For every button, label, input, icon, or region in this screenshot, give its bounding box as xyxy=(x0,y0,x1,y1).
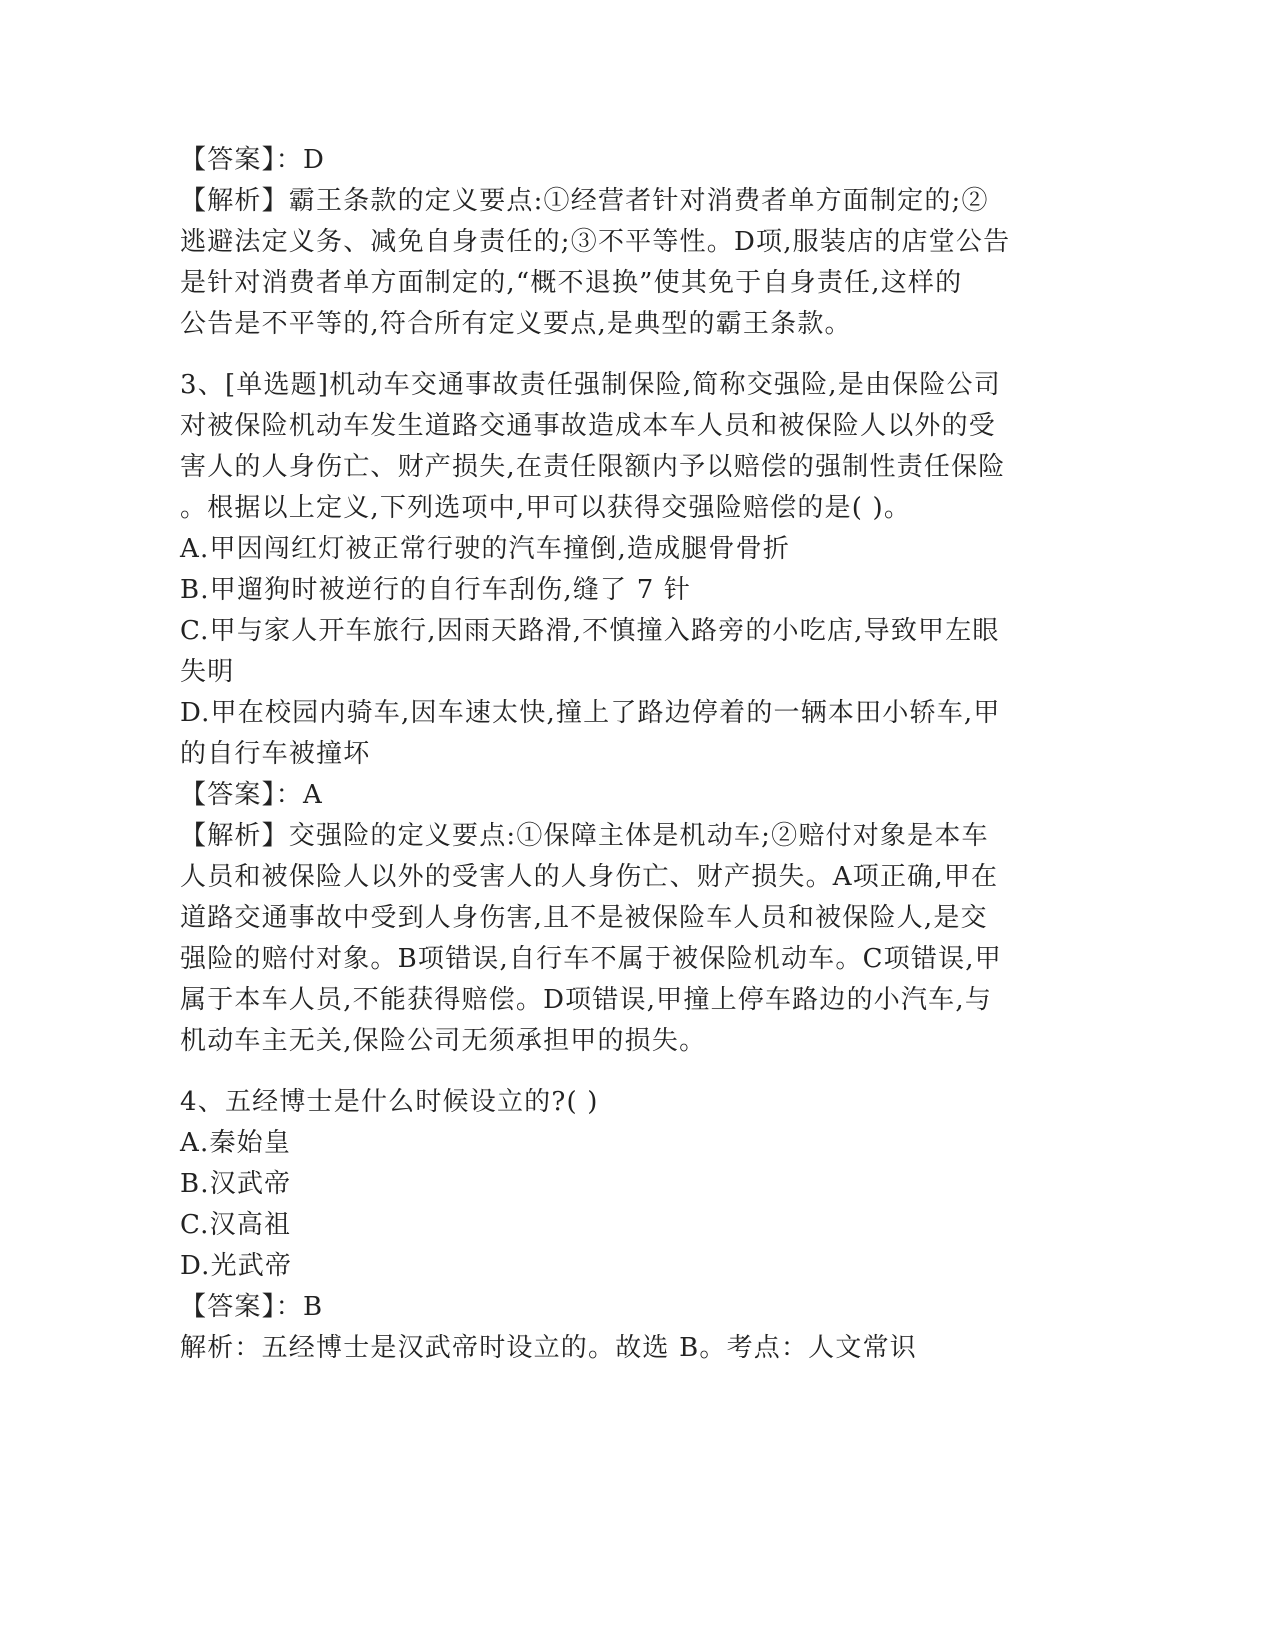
analysis-line: 机动车主无关,保险公司无须承担甲的损失。 xyxy=(180,1026,707,1056)
question-stem-line: 对被保险机动车发生道路交通事故造成本车人员和被保险人以外的受 xyxy=(180,411,997,441)
option-d: D.甲在校园内骑车,因车速太快,撞上了路边停着的一辆本田小轿车,甲 xyxy=(180,698,1001,728)
option-d-continued: 的自行车被撞坏 xyxy=(180,739,371,769)
analysis-line: 道路交通事故中受到人身伤害,且不是被保险车人员和被保险人,是交 xyxy=(180,903,988,933)
analysis-line: 解析：五经博士是汉武帝时设立的。故选 B。考点：人文常识 xyxy=(180,1333,917,1363)
analysis-line: 【解析】交强险的定义要点:①保障主体是机动车;②赔付对象是本车 xyxy=(180,821,989,851)
question-stem-line: 3、[单选题]机动车交通事故责任强制保险,简称交强险,是由保险公司 xyxy=(180,370,1001,400)
option-c: C.汉高祖 xyxy=(180,1210,292,1240)
answer-line: 【答案】：D xyxy=(180,145,326,175)
question-2-tail xyxy=(180,140,1040,345)
section-gap xyxy=(180,345,1040,365)
question-stem-line: 4、五经博士是什么时候设立的?( ) xyxy=(180,1087,599,1117)
analysis-line: 是针对消费者单方面制定的,“概不退换”使其免于自身责任,这样的 xyxy=(180,268,963,298)
question-stem-line: 。根据以上定义,下列选项中,甲可以获得交强险赔偿的是( )。 xyxy=(180,493,912,523)
answer-line: 【答案】：A xyxy=(180,780,323,810)
answer-line: 【答案】：B xyxy=(180,1292,324,1322)
analysis-line: 人员和被保险人以外的受害人的人身伤亡、财产损失。A项正确,甲在 xyxy=(180,862,999,892)
section-gap xyxy=(180,1062,1040,1082)
document-page xyxy=(180,140,1040,1369)
option-d: D.光武帝 xyxy=(180,1251,293,1281)
analysis-line: 逃避法定义务、减免自身责任的;③不平等性。D项,服装店的店堂公告 xyxy=(180,227,1011,257)
option-b: B.甲遛狗时被逆行的自行车刮伤,缝了 7 针 xyxy=(180,575,692,605)
analysis-line: 属于本车人员,不能获得赔偿。D项错误,甲撞上停车路边的小汽车,与 xyxy=(180,985,993,1015)
analysis-line: 强险的赔付对象。B项错误,自行车不属于被保险机动车。C项错误,甲 xyxy=(180,944,1002,974)
question-3 xyxy=(180,365,1040,1062)
question-4 xyxy=(180,1082,1040,1369)
option-a: A.甲因闯红灯被正常行驶的汽车撞倒,造成腿骨骨折 xyxy=(180,534,791,564)
option-c-continued: 失明 xyxy=(180,657,235,687)
option-b: B.汉武帝 xyxy=(180,1169,292,1199)
analysis-line: 【解析】霸王条款的定义要点:①经营者针对消费者单方面制定的;② xyxy=(180,186,989,216)
question-stem-line: 害人的人身伤亡、财产损失,在责任限额内予以赔偿的强制性责任保险 xyxy=(180,452,1006,482)
option-c: C.甲与家人开车旅行,因雨天路滑,不慎撞入路旁的小吃店,导致甲左眼 xyxy=(180,616,1000,646)
analysis-line: 公告是不平等的,符合所有定义要点,是典型的霸王条款。 xyxy=(180,309,852,339)
option-a: A.秦始皇 xyxy=(180,1128,292,1158)
